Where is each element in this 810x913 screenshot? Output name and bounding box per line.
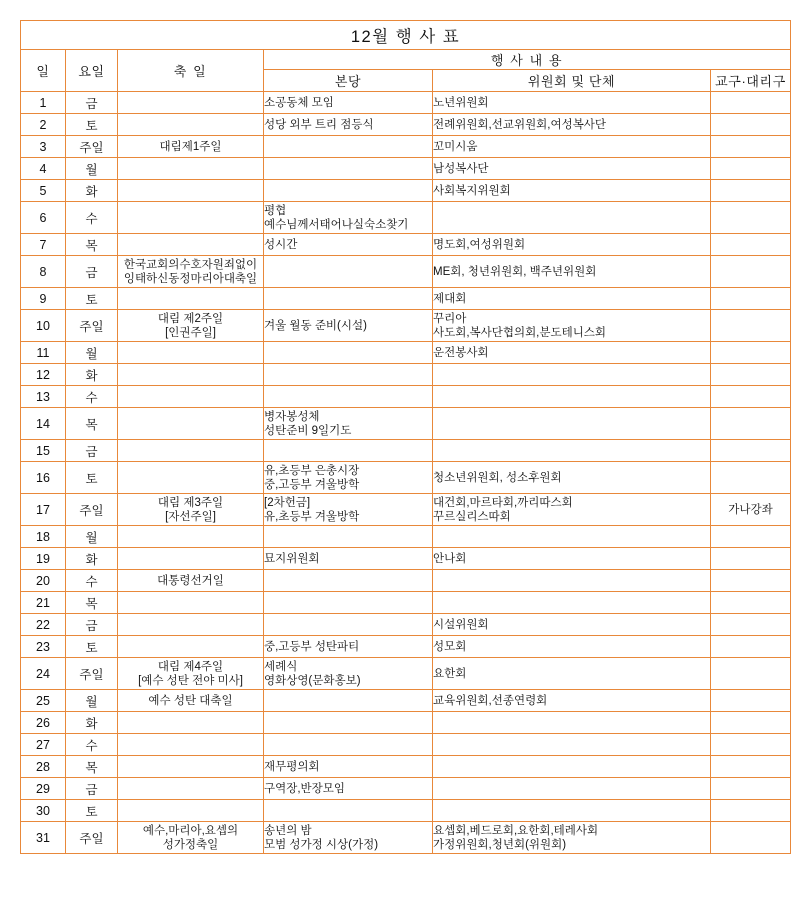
- cell-district-event: [711, 778, 791, 800]
- cell-day-of-week: 금: [66, 92, 118, 114]
- table-row: [21, 114, 791, 136]
- cell-committee-event: 꼬미시움: [433, 136, 711, 158]
- cell-district-event: [711, 114, 791, 136]
- cell-feast: [118, 636, 264, 658]
- schedule-sheet: [20, 20, 790, 854]
- cell-parish-event: [264, 800, 433, 822]
- table-row: [21, 342, 791, 364]
- cell-parish-event: [264, 592, 433, 614]
- table-header: [21, 21, 791, 92]
- cell-day-of-week: 금: [66, 440, 118, 462]
- cell-feast: [118, 756, 264, 778]
- cell-district-event: [711, 180, 791, 202]
- cell-district-event: [711, 92, 791, 114]
- cell-day: 5: [21, 180, 66, 202]
- table-row: [21, 778, 791, 800]
- cell-parish-event: [264, 288, 433, 310]
- cell-day: 4: [21, 158, 66, 180]
- cell-district-event: [711, 636, 791, 658]
- cell-district-event: [711, 234, 791, 256]
- cell-day: 29: [21, 778, 66, 800]
- cell-district-event: [711, 526, 791, 548]
- table-row: [21, 548, 791, 570]
- cell-feast: [118, 526, 264, 548]
- cell-parish-event: 겨울 월동 준비(시설): [264, 310, 433, 342]
- cell-feast: [118, 288, 264, 310]
- cell-committee-event: 운전봉사회: [433, 342, 711, 364]
- cell-parish-event: [264, 136, 433, 158]
- table-row: [21, 712, 791, 734]
- cell-feast: [118, 114, 264, 136]
- cell-district-event: [711, 712, 791, 734]
- cell-committee-event: 제대회: [433, 288, 711, 310]
- cell-parish-event: [2차헌금] 유,초등부 겨울방학: [264, 494, 433, 526]
- cell-committee-event: 요셉회,베드로회,요한회,테레사회 가정위원회,청년회(위원회): [433, 822, 711, 854]
- cell-parish-event: [264, 712, 433, 734]
- cell-committee-event: 대건회,마르타회,까리따스회 꾸르실리스따회: [433, 494, 711, 526]
- cell-district-event: [711, 256, 791, 288]
- cell-parish-event: 송년의 밤 모범 성가정 시상(가정): [264, 822, 433, 854]
- cell-committee-event: [433, 778, 711, 800]
- cell-parish-event: 세례식 영화상영(문화홍보): [264, 658, 433, 690]
- table-row: [21, 614, 791, 636]
- table-row: [21, 288, 791, 310]
- column-header-event-group: 행 사 내 용: [264, 50, 791, 70]
- cell-day-of-week: 토: [66, 288, 118, 310]
- cell-feast: [118, 734, 264, 756]
- cell-parish-event: [264, 440, 433, 462]
- cell-committee-event: [433, 364, 711, 386]
- cell-parish-event: [264, 690, 433, 712]
- cell-day-of-week: 주일: [66, 822, 118, 854]
- column-header-parish: 본당: [264, 70, 433, 92]
- cell-day: 18: [21, 526, 66, 548]
- cell-feast: [118, 462, 264, 494]
- cell-district-event: [711, 408, 791, 440]
- cell-feast: [118, 386, 264, 408]
- cell-district-event: [711, 800, 791, 822]
- cell-feast: [118, 234, 264, 256]
- cell-day-of-week: 월: [66, 526, 118, 548]
- cell-district-event: [711, 592, 791, 614]
- cell-parish-event: 구역장,반장모임: [264, 778, 433, 800]
- cell-parish-event: [264, 734, 433, 756]
- cell-day: 17: [21, 494, 66, 526]
- cell-feast: 예수 성탄 대축일: [118, 690, 264, 712]
- cell-day-of-week: 토: [66, 636, 118, 658]
- cell-day-of-week: 금: [66, 778, 118, 800]
- cell-district-event: [711, 288, 791, 310]
- cell-day-of-week: 화: [66, 548, 118, 570]
- cell-day-of-week: 토: [66, 800, 118, 822]
- table-row: [21, 408, 791, 440]
- cell-day: 22: [21, 614, 66, 636]
- cell-day-of-week: 주일: [66, 310, 118, 342]
- cell-district-event: [711, 342, 791, 364]
- cell-feast: [118, 592, 264, 614]
- cell-day-of-week: 화: [66, 712, 118, 734]
- cell-day-of-week: 월: [66, 158, 118, 180]
- cell-parish-event: [264, 614, 433, 636]
- cell-feast: 한국교회의수호자원죄없이 잉태하신동정마리아대축일: [118, 256, 264, 288]
- cell-feast: 대림 제2주일 [인권주일]: [118, 310, 264, 342]
- cell-day: 13: [21, 386, 66, 408]
- cell-day: 7: [21, 234, 66, 256]
- cell-committee-event: 교육위원회,선종연령회: [433, 690, 711, 712]
- cell-day: 16: [21, 462, 66, 494]
- cell-day-of-week: 주일: [66, 658, 118, 690]
- table-row: [21, 800, 791, 822]
- cell-day: 8: [21, 256, 66, 288]
- cell-district-event: [711, 158, 791, 180]
- cell-committee-event: [433, 734, 711, 756]
- cell-feast: [118, 202, 264, 234]
- cell-day: 14: [21, 408, 66, 440]
- cell-day-of-week: 수: [66, 386, 118, 408]
- cell-district-event: [711, 462, 791, 494]
- cell-day-of-week: 토: [66, 114, 118, 136]
- cell-parish-event: [264, 570, 433, 592]
- cell-parish-event: 성시간: [264, 234, 433, 256]
- cell-day-of-week: 수: [66, 202, 118, 234]
- cell-feast: [118, 778, 264, 800]
- table-body: [21, 92, 791, 854]
- cell-committee-event: 명도회,여성위원회: [433, 234, 711, 256]
- cell-feast: [118, 92, 264, 114]
- cell-day: 25: [21, 690, 66, 712]
- cell-committee-event: 성모회: [433, 636, 711, 658]
- table-row: [21, 462, 791, 494]
- table-row: [21, 310, 791, 342]
- table-row: [21, 256, 791, 288]
- cell-day-of-week: 화: [66, 180, 118, 202]
- cell-day-of-week: 월: [66, 690, 118, 712]
- cell-day: 27: [21, 734, 66, 756]
- cell-district-event: [711, 570, 791, 592]
- cell-day-of-week: 주일: [66, 136, 118, 158]
- cell-feast: [118, 440, 264, 462]
- cell-parish-event: 중,고등부 성탄파티: [264, 636, 433, 658]
- title-row: [21, 21, 791, 50]
- cell-committee-event: [433, 570, 711, 592]
- cell-feast: 예수,마리아,요셉의 성가정축일: [118, 822, 264, 854]
- cell-district-event: [711, 548, 791, 570]
- cell-day: 9: [21, 288, 66, 310]
- table-row: [21, 690, 791, 712]
- cell-district-event: [711, 734, 791, 756]
- cell-parish-event: 병자봉성체 성탄준비 9일기도: [264, 408, 433, 440]
- table-row: [21, 734, 791, 756]
- cell-parish-event: [264, 180, 433, 202]
- table-row: [21, 234, 791, 256]
- cell-parish-event: 성당 외부 트리 점등식: [264, 114, 433, 136]
- cell-day: 31: [21, 822, 66, 854]
- table-row: [21, 570, 791, 592]
- cell-feast: [118, 158, 264, 180]
- cell-committee-event: 노년위원회: [433, 92, 711, 114]
- cell-committee-event: 요한회: [433, 658, 711, 690]
- cell-committee-event: 꾸리아 사도회,복사단협의회,분도테니스회: [433, 310, 711, 342]
- cell-feast: 대림제1주일: [118, 136, 264, 158]
- cell-feast: [118, 614, 264, 636]
- cell-day-of-week: 화: [66, 364, 118, 386]
- cell-day: 1: [21, 92, 66, 114]
- cell-committee-event: 안나회: [433, 548, 711, 570]
- cell-committee-event: [433, 386, 711, 408]
- cell-day: 24: [21, 658, 66, 690]
- page-title: 12월 행 사 표: [21, 21, 791, 50]
- cell-day: 26: [21, 712, 66, 734]
- cell-committee-event: [433, 592, 711, 614]
- cell-committee-event: 시설위원회: [433, 614, 711, 636]
- cell-feast: [118, 800, 264, 822]
- table-row: [21, 136, 791, 158]
- cell-committee-event: 청소년위원회, 성소후원회: [433, 462, 711, 494]
- cell-committee-event: [433, 800, 711, 822]
- cell-district-event: [711, 364, 791, 386]
- cell-parish-event: [264, 526, 433, 548]
- cell-parish-event: 재무평의회: [264, 756, 433, 778]
- cell-feast: 대통령선거일: [118, 570, 264, 592]
- cell-parish-event: 유,초등부 은총시장 중,고등부 겨울방학: [264, 462, 433, 494]
- cell-parish-event: 소공동체 모임: [264, 92, 433, 114]
- cell-day: 10: [21, 310, 66, 342]
- table-row: [21, 636, 791, 658]
- monthly-schedule-table: [20, 20, 791, 854]
- cell-day-of-week: 주일: [66, 494, 118, 526]
- table-row: [21, 822, 791, 854]
- table-row: [21, 526, 791, 548]
- cell-parish-event: [264, 342, 433, 364]
- cell-day-of-week: 목: [66, 592, 118, 614]
- cell-district-event: [711, 756, 791, 778]
- cell-committee-event: [433, 202, 711, 234]
- cell-feast: [118, 548, 264, 570]
- cell-committee-event: 남성복사단: [433, 158, 711, 180]
- cell-day: 19: [21, 548, 66, 570]
- cell-day: 2: [21, 114, 66, 136]
- cell-parish-event: [264, 158, 433, 180]
- cell-district-event: [711, 690, 791, 712]
- cell-committee-event: [433, 408, 711, 440]
- table-row: [21, 202, 791, 234]
- cell-feast: [118, 408, 264, 440]
- table-row: [21, 180, 791, 202]
- table-row: [21, 386, 791, 408]
- cell-district-event: [711, 614, 791, 636]
- cell-day: 21: [21, 592, 66, 614]
- cell-committee-event: [433, 712, 711, 734]
- cell-day-of-week: 목: [66, 756, 118, 778]
- column-header-feast: 축 일: [118, 50, 264, 92]
- table-row: [21, 494, 791, 526]
- cell-day-of-week: 목: [66, 408, 118, 440]
- cell-day: 11: [21, 342, 66, 364]
- table-row: [21, 756, 791, 778]
- cell-day-of-week: 수: [66, 734, 118, 756]
- cell-committee-event: [433, 526, 711, 548]
- cell-day: 15: [21, 440, 66, 462]
- cell-feast: [118, 712, 264, 734]
- cell-district-event: [711, 310, 791, 342]
- table-row: [21, 440, 791, 462]
- column-header-committee: 위원회 및 단체: [433, 70, 711, 92]
- cell-district-event: [711, 136, 791, 158]
- cell-committee-event: 사회복지위원회: [433, 180, 711, 202]
- cell-committee-event: 전례위원회,선교위원회,여성복사단: [433, 114, 711, 136]
- table-row: [21, 158, 791, 180]
- cell-feast: [118, 180, 264, 202]
- column-header-day: 일: [21, 50, 66, 92]
- column-header-district: 교구·대리구: [711, 70, 791, 92]
- cell-parish-event: [264, 386, 433, 408]
- cell-day-of-week: 목: [66, 234, 118, 256]
- table-row: [21, 364, 791, 386]
- cell-parish-event: [264, 256, 433, 288]
- cell-district-event: [711, 440, 791, 462]
- cell-day-of-week: 수: [66, 570, 118, 592]
- table-row: [21, 658, 791, 690]
- table-row: [21, 592, 791, 614]
- cell-parish-event: [264, 364, 433, 386]
- column-header-dayofweek: 요일: [66, 50, 118, 92]
- cell-day-of-week: 월: [66, 342, 118, 364]
- cell-day-of-week: 금: [66, 614, 118, 636]
- cell-feast: [118, 342, 264, 364]
- cell-day: 28: [21, 756, 66, 778]
- cell-day: 30: [21, 800, 66, 822]
- cell-day: 3: [21, 136, 66, 158]
- cell-district-event: 가나강좌: [711, 494, 791, 526]
- cell-day: 23: [21, 636, 66, 658]
- cell-district-event: [711, 658, 791, 690]
- table-row: [21, 92, 791, 114]
- cell-committee-event: ME회, 청년위원회, 백주년위원회: [433, 256, 711, 288]
- cell-parish-event: 묘지위원회: [264, 548, 433, 570]
- cell-feast: 대림 제3주일 [자선주일]: [118, 494, 264, 526]
- cell-day: 12: [21, 364, 66, 386]
- cell-district-event: [711, 822, 791, 854]
- cell-committee-event: [433, 756, 711, 778]
- cell-day: 6: [21, 202, 66, 234]
- header-row-top: [21, 50, 791, 70]
- cell-parish-event: 평협 예수님께서태어나실숙소찾기: [264, 202, 433, 234]
- cell-district-event: [711, 386, 791, 408]
- cell-feast: 대림 제4주일 [예수 성탄 전야 미사]: [118, 658, 264, 690]
- cell-day-of-week: 토: [66, 462, 118, 494]
- cell-day: 20: [21, 570, 66, 592]
- cell-day-of-week: 금: [66, 256, 118, 288]
- cell-committee-event: [433, 440, 711, 462]
- cell-district-event: [711, 202, 791, 234]
- cell-feast: [118, 364, 264, 386]
